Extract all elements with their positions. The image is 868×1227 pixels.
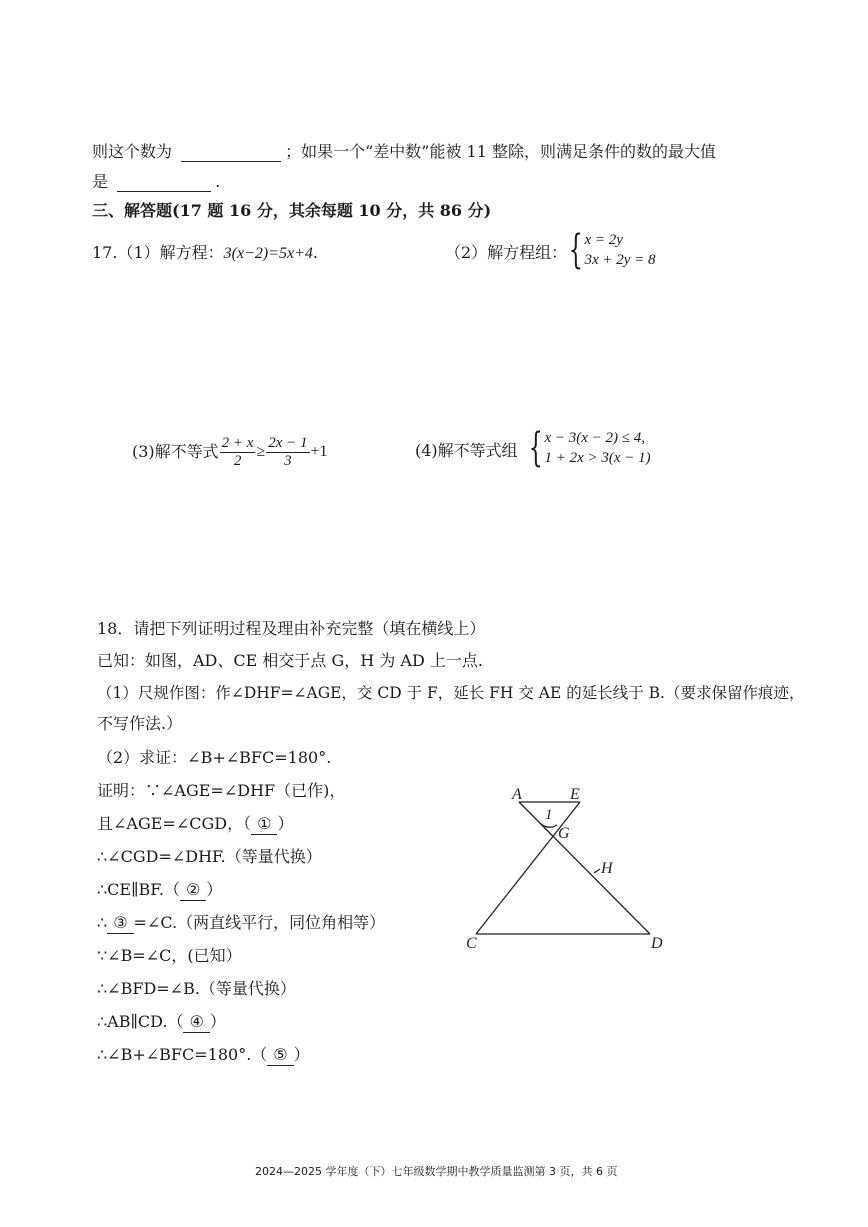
proof-line <box>97 913 385 934</box>
proof-line <box>97 847 322 867</box>
proof-line <box>97 781 345 801</box>
q18-given: 已知：如图，AD、CE 相交于点 G，H 为 AD 上一点. <box>97 651 483 670</box>
proof-line <box>97 880 222 901</box>
answer-blank-2[interactable] <box>117 191 211 192</box>
proof-line <box>97 946 242 966</box>
q17-part2-label: （2）解方程组： <box>445 243 568 262</box>
q18-title: 18．请把下列证明过程及理由补充完整（填在横线上） <box>97 619 486 638</box>
fill-in-text-3: 是 <box>92 172 109 191</box>
proof-text: 且∠AGE=∠CGD，（ <box>97 814 252 833</box>
proof-text: 证明：∵∠AGE=∠DHF（已作)， <box>97 781 346 800</box>
proof-text: ∴ <box>97 913 108 932</box>
label-g: G <box>558 825 570 842</box>
fraction-1 <box>220 435 256 470</box>
system-line: 1 + 2x > 3(x − 1) <box>544 450 651 466</box>
q17-part3-tail: +1 <box>310 443 328 460</box>
fill-in-end: . <box>215 172 221 191</box>
proof-blank-1[interactable]: ① <box>251 814 277 835</box>
q18-part2: （2）求证：∠B+∠BFC=180°. <box>97 748 332 767</box>
label-e: E <box>570 786 580 803</box>
proof-text: ） <box>206 880 223 899</box>
q18-part1-line2: 不写作法.） <box>97 714 183 733</box>
fill-in-text-2: ；如果一个“差中数”能被 11 整除，则满足条件的数的最大值 <box>285 142 717 161</box>
proof-text: ∴AB∥CD.（ <box>97 1012 184 1031</box>
q17-part2-system <box>563 227 656 273</box>
fill-in-line-2 <box>92 172 220 192</box>
proof-line <box>97 814 293 835</box>
label-a: A <box>512 786 522 803</box>
proof-text: ∵∠B=∠C，(已知） <box>97 946 242 965</box>
proof-text: ∴∠B+∠BFC=180°.（ <box>97 1045 268 1064</box>
proof-text: ） <box>209 1012 226 1031</box>
proof-blank-5[interactable]: ⑤ <box>267 1045 293 1066</box>
proof-text: ∴CE∥BF.（ <box>97 880 180 899</box>
proof-text: ∴∠CGD=∠DHF.（等量代换） <box>97 847 322 866</box>
proof-blank-2[interactable]: ② <box>180 880 206 901</box>
brace-icon: { <box>568 227 583 273</box>
q18-part1-line1: （1）尺规作图：作∠DHF=∠AGE，交 CD 于 F，延长 FH 交 AE 的延长线于 B.（要求保留作痕迹， <box>97 684 805 702</box>
q17-part3-label: (3)解不等式 <box>132 442 219 461</box>
point-h-tick <box>594 869 600 873</box>
brace-icon: { <box>528 425 543 471</box>
q17-part1 <box>92 243 318 264</box>
fill-in-line-1 <box>92 142 716 162</box>
q17-part3 <box>132 432 328 472</box>
label-c: C <box>466 935 477 952</box>
proof-text: ） <box>277 814 294 833</box>
system-line: 3x + 2y = 8 <box>584 252 656 268</box>
q17-part1-equation: 3(x−2)=5x+4 <box>223 245 313 262</box>
proof-text: =∠C.（两直线平行，同位角相等） <box>133 913 386 932</box>
ge-symbol: ≥ <box>256 443 266 460</box>
q17-part4-system <box>523 425 651 471</box>
system-line: x = 2y <box>584 232 623 248</box>
fraction-1-denominator: 2 <box>233 452 242 469</box>
proof-line <box>97 1045 310 1066</box>
proof-blank-4[interactable]: ④ <box>183 1012 209 1033</box>
q17-part4-label: (4)解不等式组 <box>415 441 518 460</box>
fraction-2-numerator: 2x − 1 <box>268 434 308 451</box>
q17-part1-label: 17.（1）解方程： <box>92 243 224 262</box>
proof-line <box>97 1012 226 1033</box>
system-line: x − 3(x − 2) ≤ 4, <box>544 430 645 446</box>
fill-in-text-1: 则这个数为 <box>92 142 173 161</box>
answer-blank-1[interactable] <box>181 161 281 162</box>
segment-ec <box>476 802 580 934</box>
fraction-2 <box>266 435 309 470</box>
proof-text: ∴∠BFD=∠B.（等量代换） <box>97 979 296 998</box>
page-footer: 2024—2025 学年度（下）七年级数学期中教学质量监测第 3 页，共 6 页 <box>255 1165 618 1178</box>
proof-line <box>97 979 296 999</box>
segment-ad <box>519 802 650 934</box>
label-d: D <box>651 935 663 952</box>
label-angle-1: 1 <box>545 807 553 823</box>
proof-text: ） <box>293 1045 310 1064</box>
fraction-2-denominator: 3 <box>284 452 292 469</box>
label-h: H <box>601 860 613 877</box>
section-heading: 三、解答题(17 题 16 分，其余每题 10 分，共 86 分) <box>92 201 492 220</box>
fraction-1-numerator: 2 + x <box>221 434 254 451</box>
geometry-figure <box>460 780 680 955</box>
proof-blank-3[interactable]: ③ <box>107 913 133 934</box>
q17-part1-end: . <box>312 243 318 262</box>
